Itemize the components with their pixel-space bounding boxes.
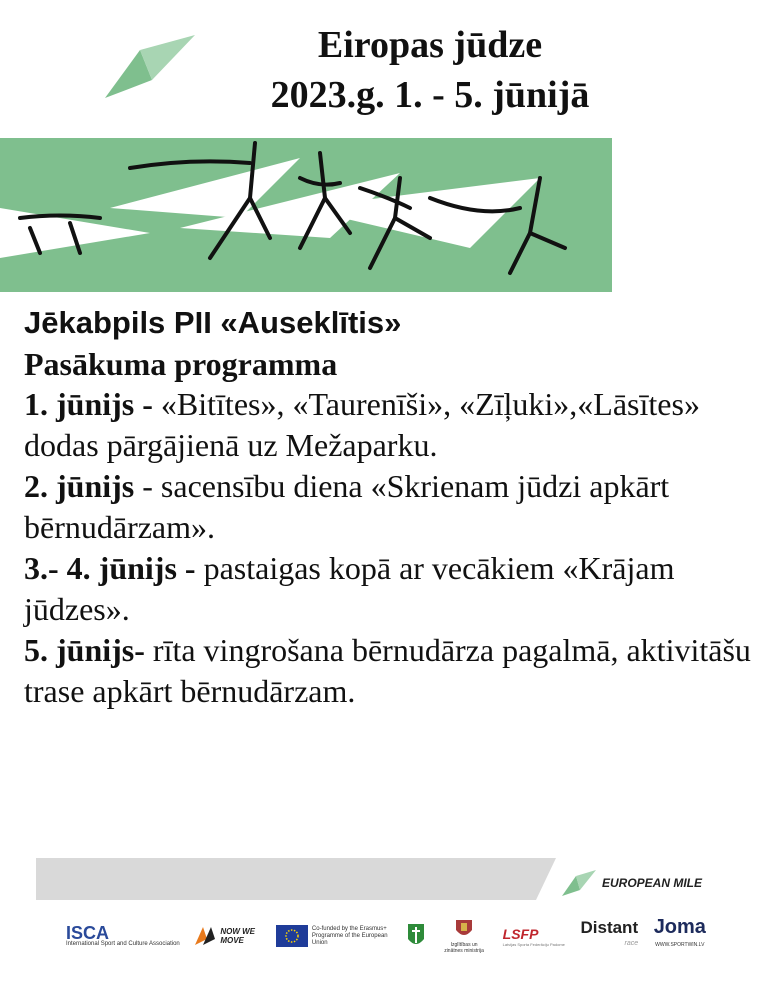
european-mile-brand: EUROPEAN MILE bbox=[602, 876, 703, 890]
entry-date: 5. jūnijs bbox=[24, 632, 135, 668]
eu-label: Co-funded by the Erasmus+ Programme of the European Union bbox=[311, 925, 388, 946]
distant-label: Distant bbox=[580, 918, 639, 937]
eu-flag-icon bbox=[276, 925, 308, 947]
entry-date: 1. jūnijs bbox=[24, 386, 135, 422]
organizer-name: Jēkabpils PII «Auseklītis» bbox=[24, 305, 402, 340]
joma-label: Joma bbox=[653, 916, 706, 938]
joma-logo bbox=[654, 918, 706, 954]
program-content bbox=[24, 302, 754, 712]
lsfp-label: LSFP bbox=[502, 925, 539, 942]
lsfp-sub: Latvijas Sporta Federāciju Padome bbox=[502, 941, 565, 947]
joma-sub: WWW.SPORTWIN.LV bbox=[655, 942, 705, 948]
page-title: Eiropas jūdze bbox=[317, 24, 543, 66]
nwm-label: NOW WE MOVE bbox=[220, 927, 255, 945]
european-mile-footer-icon bbox=[560, 868, 598, 898]
distant-sub: race bbox=[624, 940, 639, 947]
footer-divider-bar bbox=[36, 858, 556, 900]
entry-text: sacensību diena «Skrienam jūdzi apkārt bērnudārzam». bbox=[24, 468, 670, 545]
entry-separator: - bbox=[176, 550, 204, 586]
partner-logos bbox=[66, 912, 706, 960]
entry-date: 2. jūnijs bbox=[24, 468, 135, 504]
isca-label: ISCA bbox=[66, 922, 110, 943]
runners-banner bbox=[0, 138, 612, 292]
program-heading: Pasākuma programma bbox=[24, 346, 338, 382]
ministry-logo bbox=[441, 918, 487, 954]
event-dates: 2023.g. 1. - 5. jūnijā bbox=[270, 74, 590, 116]
entry-text: rīta vingrošana bērnudārza pagalmā, aktivitāšu trase apkārt bērnudārzam. bbox=[24, 632, 751, 709]
entry-separator: - bbox=[134, 386, 161, 422]
now-we-move-logo bbox=[195, 927, 260, 945]
entry-separator: - bbox=[134, 468, 161, 504]
program-entry bbox=[24, 466, 754, 548]
program-entry bbox=[24, 384, 754, 466]
isca-sub: International Sport and Culture Association bbox=[66, 940, 180, 947]
lsfp-logo bbox=[503, 926, 565, 947]
ministry-label: Izglītības un zinātnes ministrija bbox=[444, 942, 484, 954]
distant-race-logo bbox=[580, 920, 638, 952]
entry-text: pastaigas kopā ar vecākiem «Krājam jūdzes». bbox=[24, 550, 675, 627]
entry-separator: - bbox=[134, 632, 153, 668]
program-entry bbox=[24, 630, 754, 712]
isca-logo bbox=[66, 922, 180, 948]
program-entry bbox=[24, 548, 754, 630]
erasmus-logo bbox=[276, 925, 392, 947]
now-we-move-icon bbox=[195, 927, 217, 945]
entry-text: «Bitītes», «Taurenīši», «Zīļuki»,«Lāsītes» dodas pārgājienā uz Mežaparku. bbox=[24, 386, 700, 463]
coat-of-arms-icon bbox=[453, 918, 475, 940]
entry-date: 3.- 4. jūnijs bbox=[24, 550, 177, 586]
club-crest-icon bbox=[407, 923, 425, 949]
